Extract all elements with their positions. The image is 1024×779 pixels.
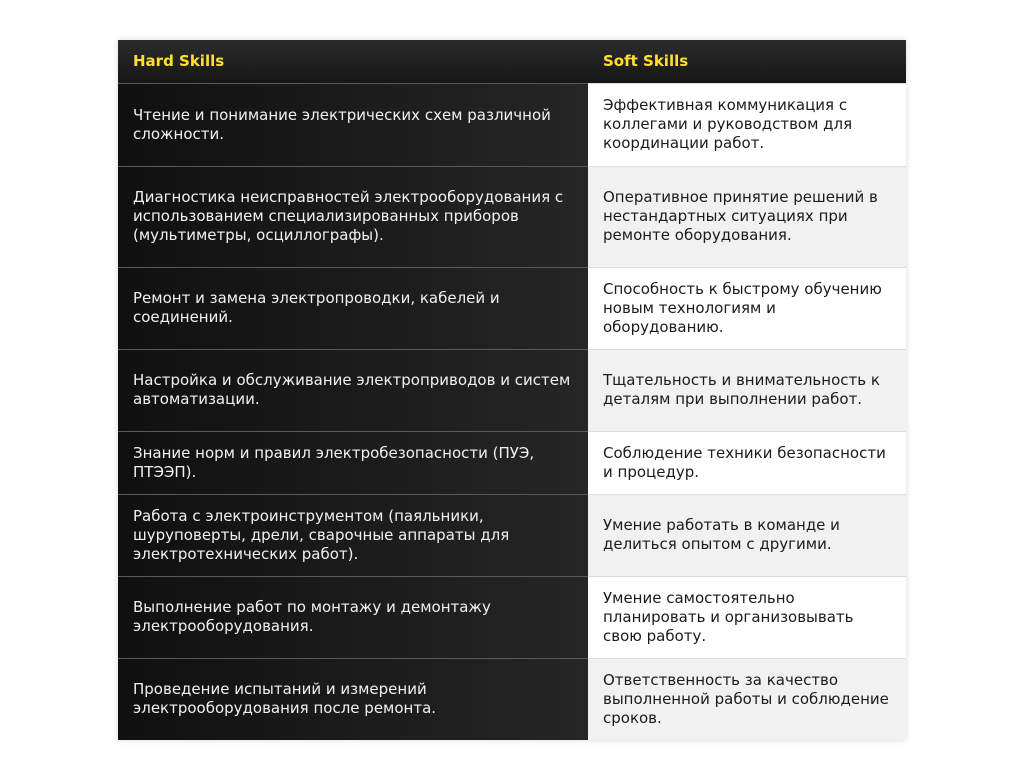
hard-skill-cell: Проведение испытаний и измерений электрооборудования после ремонта. [118, 658, 588, 740]
table-row [118, 166, 906, 267]
soft-skill-cell: Эффективная коммуникация с коллегами и руководством для координации работ. [588, 83, 906, 166]
table-row [118, 576, 906, 658]
table-row [118, 349, 906, 431]
hard-skill-cell: Знание норм и правил электробезопасности (ПУЭ, ПТЭЭП). [118, 431, 588, 494]
table-row [118, 431, 906, 494]
table-row [118, 83, 906, 166]
hard-skill-cell: Чтение и понимание электрических схем различной сложности. [118, 83, 588, 166]
hard-skills-header: Hard Skills [118, 40, 588, 83]
table-row [118, 658, 906, 740]
hard-skill-cell: Диагностика неисправностей электрооборудования с использованием специализированных приборов (мультиметры, осциллографы). [118, 166, 588, 267]
soft-skills-header: Soft Skills [588, 40, 906, 83]
soft-skill-cell: Умение работать в команде и делиться опытом с другими. [588, 494, 906, 576]
table-row [118, 494, 906, 576]
soft-skill-cell: Тщательность и внимательность к деталям при выполнении работ. [588, 349, 906, 431]
table-header-row [118, 40, 906, 83]
hard-skill-cell: Работа с электроинструментом (паяльники, шуруповерты, дрели, сварочные аппараты для электротехнических работ). [118, 494, 588, 576]
hard-skill-cell: Настройка и обслуживание электроприводов и систем автоматизации. [118, 349, 588, 431]
soft-skill-cell: Оперативное принятие решений в нестандартных ситуациях при ремонте оборудования. [588, 166, 906, 267]
soft-skill-cell: Соблюдение техники безопасности и процедур. [588, 431, 906, 494]
soft-skill-cell: Способность к быстрому обучению новым технологиям и оборудованию. [588, 267, 906, 349]
hard-skill-cell: Выполнение работ по монтажу и демонтажу электрооборудования. [118, 576, 588, 658]
table-row [118, 267, 906, 349]
soft-skill-cell: Умение самостоятельно планировать и организовывать свою работу. [588, 576, 906, 658]
skills-table [118, 40, 906, 740]
soft-skill-cell: Ответственность за качество выполненной работы и соблюдение сроков. [588, 658, 906, 740]
hard-skill-cell: Ремонт и замена электропроводки, кабелей и соединений. [118, 267, 588, 349]
